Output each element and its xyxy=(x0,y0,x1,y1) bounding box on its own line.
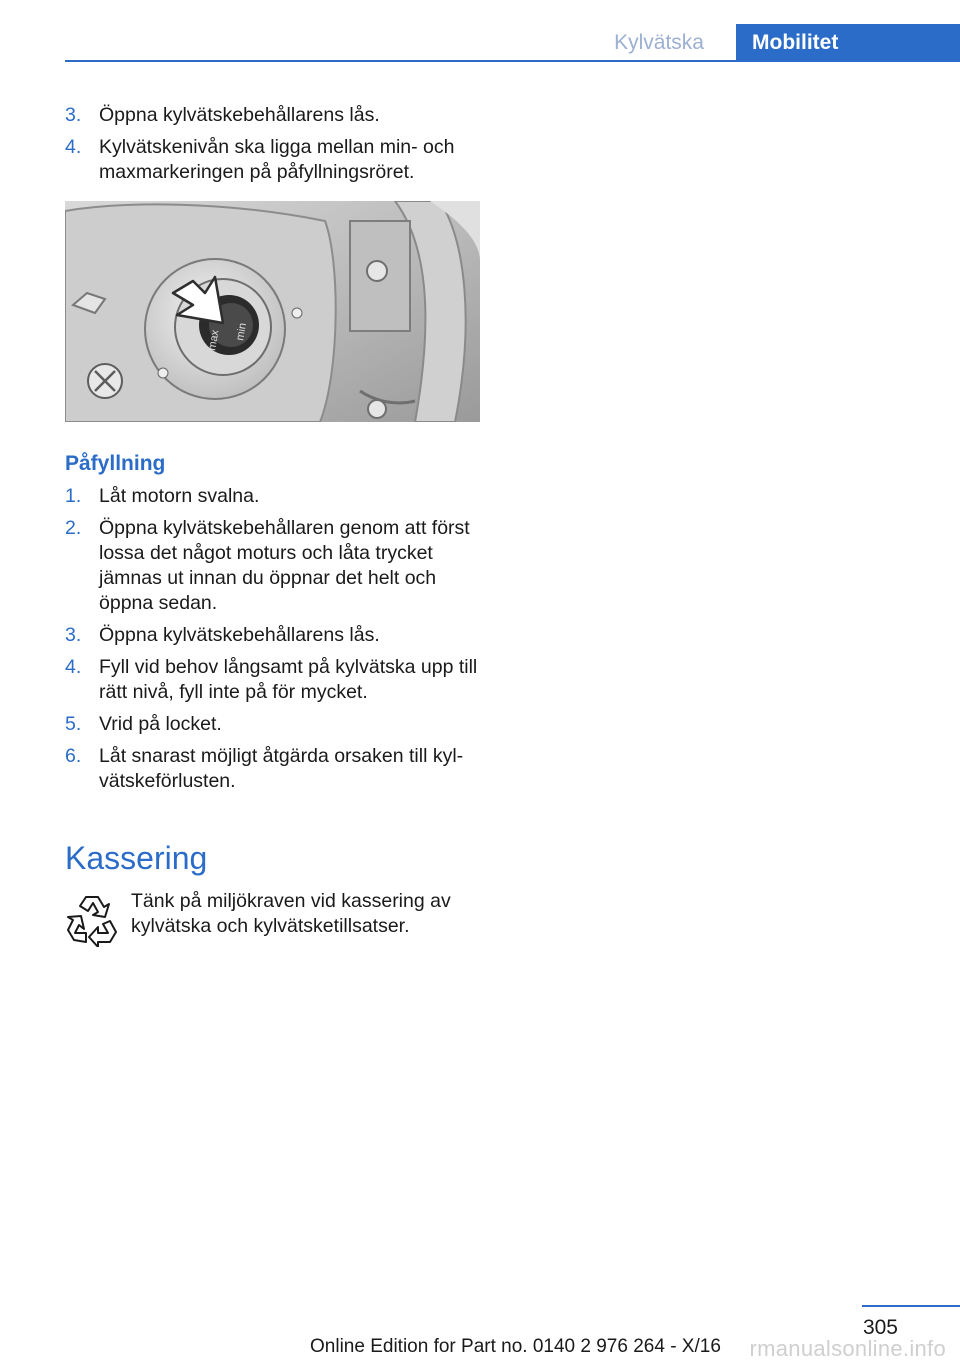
header-chapter-tab: Mobilitet xyxy=(736,24,960,62)
step-text: Öppna kylvätskebehållarens lås. xyxy=(99,104,380,126)
list-item xyxy=(65,484,480,509)
list-item xyxy=(65,744,480,794)
step-number: 3. xyxy=(65,624,82,646)
cap-max-label: max xyxy=(206,328,222,352)
step-number: 5. xyxy=(65,713,82,735)
step-text: Vrid på locket. xyxy=(99,713,222,735)
disposal-note: Tänk på miljökraven vid kassering av kylvätska och kylvätsketillsatser. xyxy=(131,890,451,937)
coolant-tank-illustration xyxy=(65,201,480,422)
step-text: Öppna kylvätskebehållaren genom att först lossa det något moturs och låta trycket jämnas ut innan du öppnar det helt och öppna sedan. xyxy=(99,517,470,614)
edition-footer: Online Edition for Part no. 0140 2 976 264 - X/16 xyxy=(310,1336,721,1357)
cap-min-label: min xyxy=(234,321,250,342)
recycle-icon xyxy=(64,889,120,947)
intro-step-list xyxy=(65,103,480,185)
step-text: Fyll vid behov långsamt på kylvätska upp till rätt nivå, fyll inte på för mycket. xyxy=(99,656,478,703)
step-number: 6. xyxy=(65,745,82,767)
step-text: Låt snarast möjligt åtgärda orsaken till kyl‐ vätskeförlusten. xyxy=(99,745,464,792)
footer-divider xyxy=(862,1305,960,1307)
list-item xyxy=(65,135,480,185)
step-number: 4. xyxy=(65,656,82,678)
list-item xyxy=(65,655,480,705)
refill-heading: Påfyllning xyxy=(65,452,166,475)
list-item xyxy=(65,103,480,128)
step-number: 1. xyxy=(65,485,82,507)
watermark: rmanualsonline.info xyxy=(749,1336,946,1361)
list-item xyxy=(65,516,480,616)
step-text: Låt motorn svalna. xyxy=(99,485,260,507)
list-item xyxy=(65,623,480,648)
step-text: Öppna kylvätskebehållarens lås. xyxy=(99,624,380,646)
step-number: 3. xyxy=(65,104,82,126)
list-item xyxy=(65,712,480,737)
header-divider xyxy=(65,60,960,62)
step-number: 4. xyxy=(65,136,82,158)
refill-step-list xyxy=(65,484,480,794)
page-number: 305 xyxy=(862,1316,898,1339)
step-number: 2. xyxy=(65,517,82,539)
header-section-tab: Kylvätska xyxy=(614,31,704,54)
step-text: Kylvätskenivån ska ligga mellan min- och maxmarkeringen på påfyllningsröret. xyxy=(99,136,455,183)
disposal-heading: Kassering xyxy=(65,840,208,876)
